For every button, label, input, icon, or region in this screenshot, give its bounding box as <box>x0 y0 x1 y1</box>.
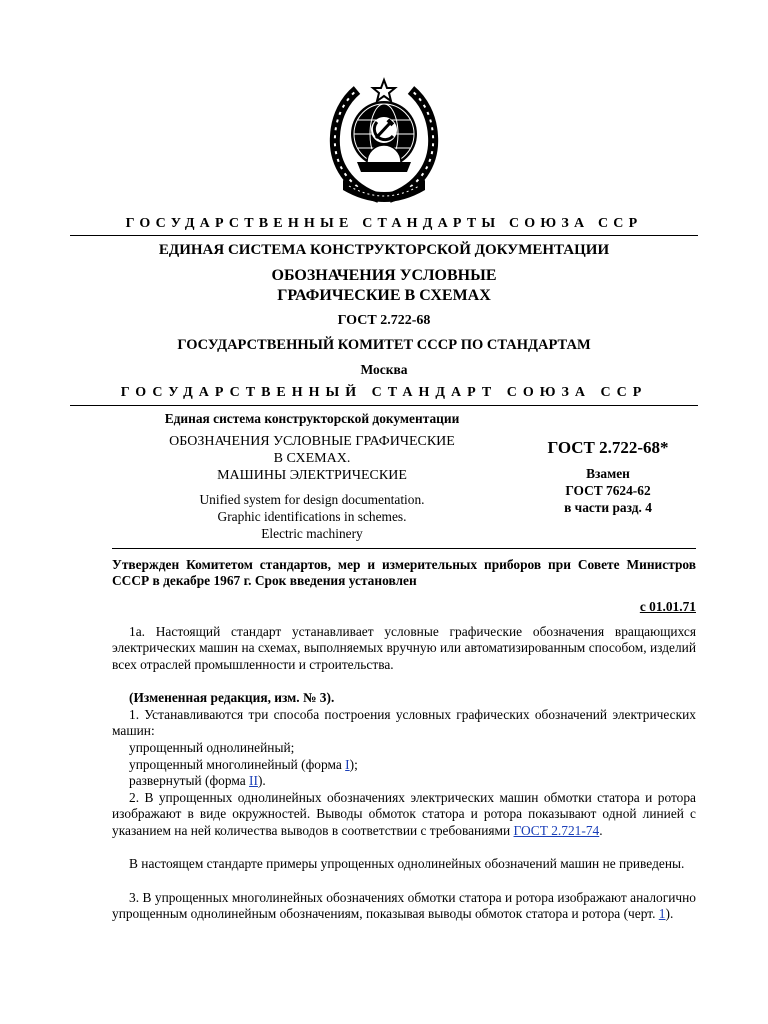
divider <box>112 548 696 549</box>
standard-title-line2: В СХЕМАХ. <box>273 451 351 466</box>
form-ii-link[interactable]: II <box>249 773 258 788</box>
standard-title-line1: ОБОЗНАЧЕНИЯ УСЛОВНЫЕ ГРАФИЧЕСКИЕ <box>169 434 455 449</box>
gost-2-721-74-link[interactable]: ГОСТ 2.721-74 <box>513 822 600 838</box>
english-title-line2: Graphic identifications in schemes. <box>217 509 407 524</box>
gost-code: ГОСТ 2.722-68* <box>547 438 669 457</box>
list-item-end: ); <box>349 757 358 772</box>
paragraph-3 <box>112 890 696 923</box>
paragraph-1: 1. Устанавливаются три способа построения условных графических обозначений электрических машин: <box>112 707 696 739</box>
replaces-gost: ГОСТ 7624-62 <box>565 483 651 498</box>
form-i-link[interactable]: I <box>345 757 350 772</box>
approval-statement: Утвержден Комитетом стандартов, мер и измерительных приборов при Совете Министров СССР в декабре 1967 г. Срок введения установлен <box>112 557 696 589</box>
state-standards-heading: ГОСУДАРСТВЕННЫЕ СТАНДАРТЫ СОЮЗА ССР <box>125 216 643 231</box>
document-title-line1: ОБОЗНАЧЕНИЯ УСЛОВНЫЕ <box>271 267 497 284</box>
list-item-text: упрощенный многолинейный (форма <box>129 757 346 772</box>
list-item-text: развернутый (форма <box>129 773 250 788</box>
paragraph-2-text: 2. В упрощенных однолинейных обозначениях электрических машин обмотки статора и ротора изображают в виде окружностей. Выводы обмоток статора и ротора показывают одной линией с указанием на ней количества выводов в соответствии с требованиями <box>112 790 696 838</box>
committee-name: ГОСУДАРСТВЕННЫЙ КОМИТЕТ СССР ПО СТАНДАРТАМ <box>177 337 591 353</box>
list-item-end: ). <box>257 773 266 788</box>
list-item: упрощенный однолинейный; <box>129 740 295 755</box>
document-title-line2: ГРАФИЧЕСКИЕ В СХЕМАХ <box>277 287 491 304</box>
divider <box>70 235 698 236</box>
standard-title-line3: МАШИНЫ ЭЛЕКТРИЧЕСКИЕ <box>217 468 407 483</box>
list-item <box>112 757 696 773</box>
paragraph-2 <box>112 790 696 839</box>
paragraph-1a-note: (Измененная редакция, изм. № 3). <box>129 690 335 705</box>
ussr-coat-of-arms-icon <box>329 76 439 206</box>
city: Москва <box>360 362 408 377</box>
unified-system-heading: ЕДИНАЯ СИСТЕМА КОНСТРУКТОРСКОЙ ДОКУМЕНТАЦИИ <box>158 242 610 258</box>
list-item <box>112 773 696 789</box>
english-title-line3: Electric machinery <box>261 526 363 541</box>
paragraph-3-text: 3. В упрощенных многолинейных обозначениях обмотки статора и ротора изображают аналогично упрощенным однолинейным обозначениям, показывая выводы обмоток статора и ротора (черт. <box>112 890 696 922</box>
paragraph-1a: 1а. Настоящий стандарт устанавливает условные графические обозначения вращающихся электрических машин на схемах, выполняемых вручную или автоматизированным способом, изделий всех отраслей промышленности и строительства. <box>112 624 696 672</box>
drawing-1-link[interactable]: 1 <box>658 906 666 922</box>
state-standard-banner: ГОСУДАРСТВЕННЫЙ СТАНДАРТ СОЮЗА ССР <box>120 385 648 400</box>
replaces-label: Взамен <box>586 466 630 481</box>
gost-number: ГОСТ 2.722-68 <box>337 313 431 328</box>
paragraph-2-end: . <box>599 822 603 838</box>
paragraph-3-end: ). <box>665 906 674 922</box>
effective-date: с 01.01.71 <box>639 599 696 614</box>
paragraph-2b: В настоящем стандарте примеры упрощенных однолинейных обозначений машин не приведены. <box>129 856 685 871</box>
system-subtitle: Единая система конструкторской документации <box>164 411 460 426</box>
replaces-part: в части разд. 4 <box>564 500 652 515</box>
divider <box>70 405 698 406</box>
english-title-line1: Unified system for design documentation. <box>199 492 425 507</box>
